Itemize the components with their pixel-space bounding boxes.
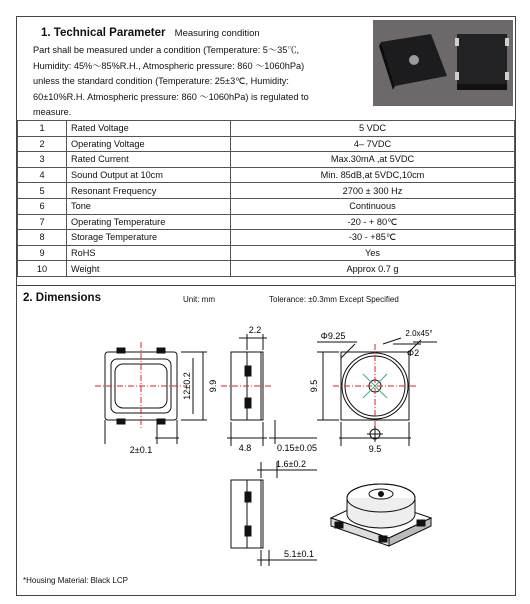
param-number: 6 xyxy=(18,198,67,214)
parameter-row xyxy=(18,152,515,168)
dim-1-6: 1.6±0.2 xyxy=(276,459,306,469)
dim-5-1: 5.1±0.1 xyxy=(284,549,314,559)
parameter-row xyxy=(18,136,515,152)
parameter-table xyxy=(17,120,515,277)
section-heading xyxy=(41,27,260,39)
param-number: 10 xyxy=(18,261,67,277)
param-value: Max.30mA ,at 5VDC xyxy=(231,152,515,168)
parameter-row xyxy=(18,167,515,183)
param-name: Resonant Frequency xyxy=(67,183,231,199)
condition-line: measure. xyxy=(33,107,72,118)
condition-line: Humidity: 45%～85%R.H., Atmospheric pressure: 860 ～1060hPa) xyxy=(33,60,305,71)
dim-9-5-horizontal: 9.5 xyxy=(368,444,382,454)
housing-material-note: *Housing Material: Black LCP xyxy=(23,576,128,585)
param-name: Storage Temperature xyxy=(67,230,231,246)
param-number: 8 xyxy=(18,230,67,246)
param-value: Yes xyxy=(231,245,515,261)
parameter-row xyxy=(18,121,515,137)
section-subtitle: Measuring condition xyxy=(174,28,260,39)
param-name: Rated Voltage xyxy=(67,121,231,137)
parameter-row xyxy=(18,230,515,246)
param-number: 2 xyxy=(18,136,67,152)
parameter-row xyxy=(18,214,515,230)
measuring-condition-text xyxy=(33,43,369,121)
dim-0-15: 0.15±0.05 xyxy=(277,443,317,453)
parameter-row xyxy=(18,261,515,277)
param-number: 1 xyxy=(18,121,67,137)
condition-line: Part shall be measured under a condition (Temperature: 5～35℃, xyxy=(33,45,300,55)
section-number: 1. xyxy=(41,27,51,39)
param-name: Rated Current xyxy=(67,152,231,168)
dim-12: 12±0.2 xyxy=(182,372,192,400)
condition-line: 60±10%R.H. Atmospheric pressure: 860 ～1060hPa) is regulated to xyxy=(33,91,309,102)
param-value: -20 - + 80℃ xyxy=(231,214,515,230)
param-number: 4 xyxy=(18,167,67,183)
buzzer-photo-illustration xyxy=(373,20,513,106)
parameter-row xyxy=(18,245,515,261)
dim-9-9: 9.9 xyxy=(208,379,218,393)
section-title: Technical Parameter xyxy=(53,27,166,39)
param-number: 3 xyxy=(18,152,67,168)
side-view-drawing xyxy=(221,334,317,446)
dim-2: 2±0.1 xyxy=(129,445,153,455)
param-name: RoHS xyxy=(67,245,231,261)
dim-phi-9-25: Φ9.25 xyxy=(320,331,346,341)
param-value: 4– 7VDC xyxy=(231,136,515,152)
param-name: Tone xyxy=(67,198,231,214)
param-value: Approx 0.7 g xyxy=(231,261,515,277)
parameter-row xyxy=(18,183,515,199)
dim-chamfer: 2.0x45° xyxy=(405,329,433,338)
dim-2-2: 2.2 xyxy=(248,325,262,335)
dimensions-title: 2. Dimensions xyxy=(23,292,101,304)
param-name: Operating Temperature xyxy=(67,214,231,230)
tolerance-label: Tolerance: ±0.3mm Except Specified xyxy=(269,295,399,304)
param-value: Continuous xyxy=(231,198,515,214)
param-number: 9 xyxy=(18,245,67,261)
param-number: 7 xyxy=(18,214,67,230)
isometric-view-drawing xyxy=(331,484,431,546)
datasheet-frame xyxy=(16,16,516,596)
param-value: 5 VDC xyxy=(231,121,515,137)
dimensions-section xyxy=(17,285,515,598)
parameter-row xyxy=(18,198,515,214)
param-name: Weight xyxy=(67,261,231,277)
dim-9-5-vertical: 9.5 xyxy=(309,379,319,393)
param-name: Operating Voltage xyxy=(67,136,231,152)
condition-line: unless the standard condition (Temperature: 25±3℃, Humidity: xyxy=(33,76,289,87)
param-value: 2700 ± 300 Hz xyxy=(231,183,515,199)
product-photo xyxy=(373,20,513,106)
unit-label: Unit: mm xyxy=(183,295,215,304)
param-value: -30 - +85℃ xyxy=(231,230,515,246)
param-number: 5 xyxy=(18,183,67,199)
dim-4-8: 4.8 xyxy=(238,443,252,453)
param-name: Sound Output at 10cm xyxy=(67,167,231,183)
dimension-drawings xyxy=(17,286,515,598)
dim-phi-2: Φ2 xyxy=(406,348,420,358)
param-value: Min. 85dB,at 5VDC,10cm xyxy=(231,167,515,183)
technical-parameter-section xyxy=(17,17,515,121)
